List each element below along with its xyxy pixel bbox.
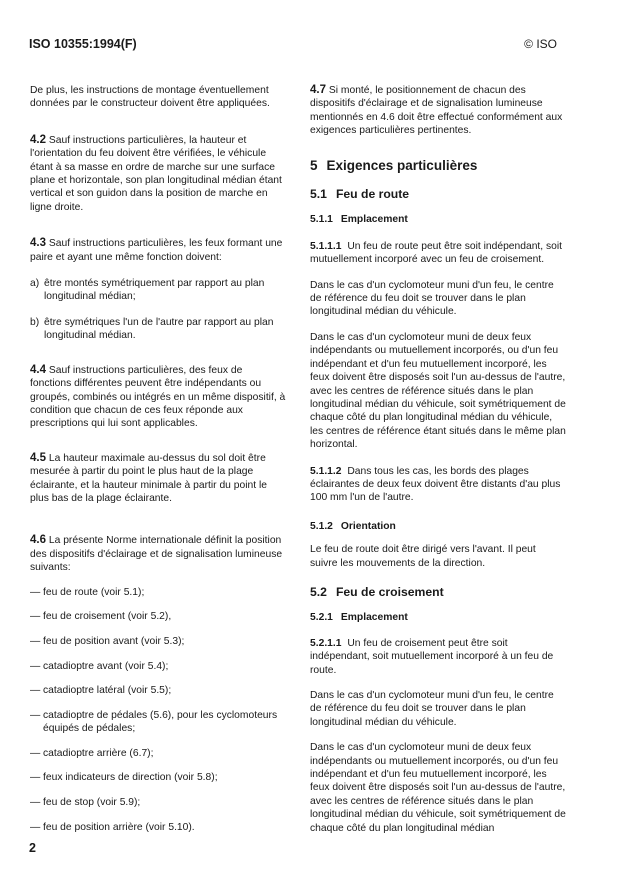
clause-4-7 bbox=[310, 84, 566, 138]
clause-number: 4.5 bbox=[30, 451, 46, 464]
list-item bbox=[30, 316, 286, 343]
heading-number: 5 bbox=[310, 157, 318, 173]
clause-4-6 bbox=[30, 534, 286, 574]
intro-paragraph: De plus, les instructions de montage éventuellement données par le constructeur doivent être appliquées. bbox=[30, 85, 270, 110]
clause-text: Dans tous les cas, les bords des plages éclairantes de deux feux doivent être distants d'au plus 100 mm l'un de l'autre. bbox=[310, 465, 561, 504]
list-item: — feu de croisement (voir 5.2), bbox=[30, 610, 286, 623]
clause-text: La hauteur maximale au-dessus du sol doit être mesurée à partir du point le plus haut de la plage éclairante, et la hauteur minimale à partir du point le plus bas de la plage éclairante. bbox=[30, 452, 267, 504]
list-item: — catadioptre latéral (voir 5.5); bbox=[30, 684, 286, 697]
clause-number: 5.1.1.2 bbox=[310, 465, 342, 477]
list-item: — catadioptre de pédales (5.6), pour les cyclomoteurs équipés de pédales; bbox=[30, 709, 286, 736]
clause-text: Sauf instructions particulières, les feux formant une paire et ayant une même fonction doivent: bbox=[30, 238, 283, 263]
list-marker: a) bbox=[30, 278, 40, 290]
list-item: — catadioptre avant (voir 5.4); bbox=[30, 660, 286, 673]
clause-text: Si monté, le positionnement de chacun des dispositifs d'éclairage et de signalisation lumineuse mentionnés en 4.6 doit être effectué conformément aux exigences particulières pertinentes. bbox=[310, 85, 563, 137]
list-item: — feux indicateurs de direction (voir 5.8); bbox=[30, 771, 286, 784]
section-5-1-heading bbox=[310, 188, 566, 201]
clause-text: Sauf instructions particulières, la hauteur et l'orientation du feu doivent être vérifiées, le véhicule étant à sa masse en ordre de marche sur une surface plane et horizontale, son plan longitudinal médian étant vertical et son guidon dans la position de marche en ligne droite. bbox=[30, 134, 282, 213]
paragraph: Dans le cas d'un cyclomoteur muni de deux feux indépendants ou mutuellement incorporés, ou d'un feu indépendant et d'un feu mutuellement incorporé, les feux doivent être disposés soit l'un au-dessus de l'autre, avec les centres de référence situés dans le plan longitudinal médian du véhicule, soit symétriquement de chaque côté du plan longitudinal médian du véhicule, les centres de référence étant situés dans le même plan horizontal. bbox=[310, 331, 566, 451]
list-text: catadioptre de pédales (5.6), pour les cyclomoteurs équipés de pédales; bbox=[43, 709, 278, 735]
list-text: être montés symétriquement par rapport au plan longitudinal médian; bbox=[44, 278, 265, 303]
heading-number: 5.1 bbox=[310, 187, 327, 202]
section-5-1-1-heading bbox=[310, 213, 566, 226]
list-text: feux indicateurs de direction (voir 5.8); bbox=[43, 772, 218, 784]
clause-5-1-1-1 bbox=[310, 240, 566, 267]
list-text: feu de stop (voir 5.9); bbox=[43, 796, 141, 808]
list-text: feu de position avant (voir 5.3); bbox=[43, 635, 185, 647]
clause-4-6-list bbox=[30, 586, 286, 834]
list-text: être symétriques l'un de l'autre par rapport au plan longitudinal médian. bbox=[44, 316, 274, 342]
heading-title: Emplacement bbox=[340, 214, 408, 226]
heading-number: 5.2 bbox=[310, 584, 327, 599]
clause-text: La présente Norme internationale définit la position des dispositifs d'éclairage et de signalisation lumineuse suivants: bbox=[30, 535, 283, 574]
clause-text: Un feu de route peut être soit indépendant, soit mutuellement incorporé avec un feu de croisement. bbox=[310, 240, 563, 266]
clause-4-3-list bbox=[30, 277, 286, 343]
clause-4-2 bbox=[30, 134, 286, 214]
clause-number: 4.4 bbox=[30, 363, 46, 376]
paragraph: Dans le cas d'un cyclomoteur muni d'un feu, le centre de référence du feu doit se trouver dans le plan longitudinal médian du véhicule. bbox=[310, 279, 554, 318]
section-5-heading bbox=[310, 159, 566, 172]
list-item: — feu de position avant (voir 5.3); bbox=[30, 635, 286, 648]
list-text: feu de position arrière (voir 5.10). bbox=[43, 821, 195, 833]
paragraph: Dans le cas d'un cyclomoteur muni de deux feux indépendants ou mutuellement incorporés, ou d'un feu indépendant et d'un feu mutuellement incorporé, les feux doivent être disposés soit l'un au-dessus de l'autre, avec les centres de référence situés dans le plan longitudinal médian du véhicule, soit symétriquement de chaque côté du plan longitudinal médian bbox=[310, 742, 566, 834]
page-number: 2 bbox=[29, 841, 36, 855]
list-item bbox=[30, 277, 286, 304]
list-text: feu de route (voir 5.1); bbox=[43, 586, 145, 598]
clause-number: 4.3 bbox=[30, 237, 46, 250]
clause-4-3 bbox=[30, 237, 286, 264]
list-item: — catadioptre arrière (6.7); bbox=[30, 747, 286, 760]
heading-title: Feu de route bbox=[335, 187, 410, 202]
list-marker: b) bbox=[30, 316, 40, 328]
copyright-notice: © ISO bbox=[524, 37, 557, 51]
clause-4-5 bbox=[30, 452, 286, 506]
heading-title: Exigences particulières bbox=[326, 157, 478, 173]
list-text: catadioptre latéral (voir 5.5); bbox=[43, 685, 172, 697]
list-item: — feu de stop (voir 5.9); bbox=[30, 796, 286, 809]
heading-title: Orientation bbox=[340, 520, 396, 532]
heading-number: 5.1.1 bbox=[310, 214, 333, 226]
paragraph: Dans le cas d'un cyclomoteur muni d'un feu, le centre de référence du feu doit se trouver dans le plan longitudinal médian du véhicule. bbox=[310, 690, 554, 728]
clause-5-2-1-1 bbox=[310, 637, 566, 677]
paragraph: Le feu de route doit être dirigé vers l'avant. Il peut suivre les mouvements de la direction. bbox=[310, 544, 536, 569]
list-item: — feu de route (voir 5.1); bbox=[30, 586, 286, 599]
clause-number: 4.7 bbox=[310, 84, 326, 96]
heading-number: 5.2.1 bbox=[310, 612, 333, 624]
clause-text: Un feu de croisement peut être soit indépendant, soit mutuellement incorporé à un feu de route. bbox=[310, 637, 554, 676]
clause-text: Sauf instructions particulières, des feux de fonctions différentes peuvent être indépendants ou groupés, combinés ou intégrés en un même dispositif, à condition que chacun de ces feux réponde aux prescriptions qui lui sont applicables. bbox=[30, 364, 286, 430]
list-text: feu de croisement (voir 5.2), bbox=[43, 611, 172, 623]
list-item: — feu de position arrière (voir 5.10). bbox=[30, 821, 286, 834]
clause-5-1-1-2 bbox=[310, 465, 566, 505]
left-column bbox=[30, 84, 286, 834]
heading-title: Emplacement bbox=[340, 612, 408, 624]
standard-designation: ISO 10355:1994(F) bbox=[29, 37, 137, 51]
list-text: catadioptre avant (voir 5.4); bbox=[43, 660, 169, 672]
clause-number: 4.6 bbox=[30, 534, 46, 547]
clause-number: 4.2 bbox=[30, 133, 46, 146]
section-5-2-heading bbox=[310, 586, 566, 599]
clause-number: 5.1.1.1 bbox=[310, 240, 342, 252]
section-5-1-2-heading bbox=[310, 520, 566, 533]
clause-4-4 bbox=[30, 364, 286, 431]
heading-title: Feu de croisement bbox=[335, 584, 444, 599]
heading-number: 5.1.2 bbox=[310, 520, 333, 532]
clause-number: 5.2.1.1 bbox=[310, 637, 342, 649]
right-column bbox=[310, 84, 566, 835]
list-text: catadioptre arrière (6.7); bbox=[43, 747, 154, 759]
section-5-2-1-heading bbox=[310, 611, 566, 624]
